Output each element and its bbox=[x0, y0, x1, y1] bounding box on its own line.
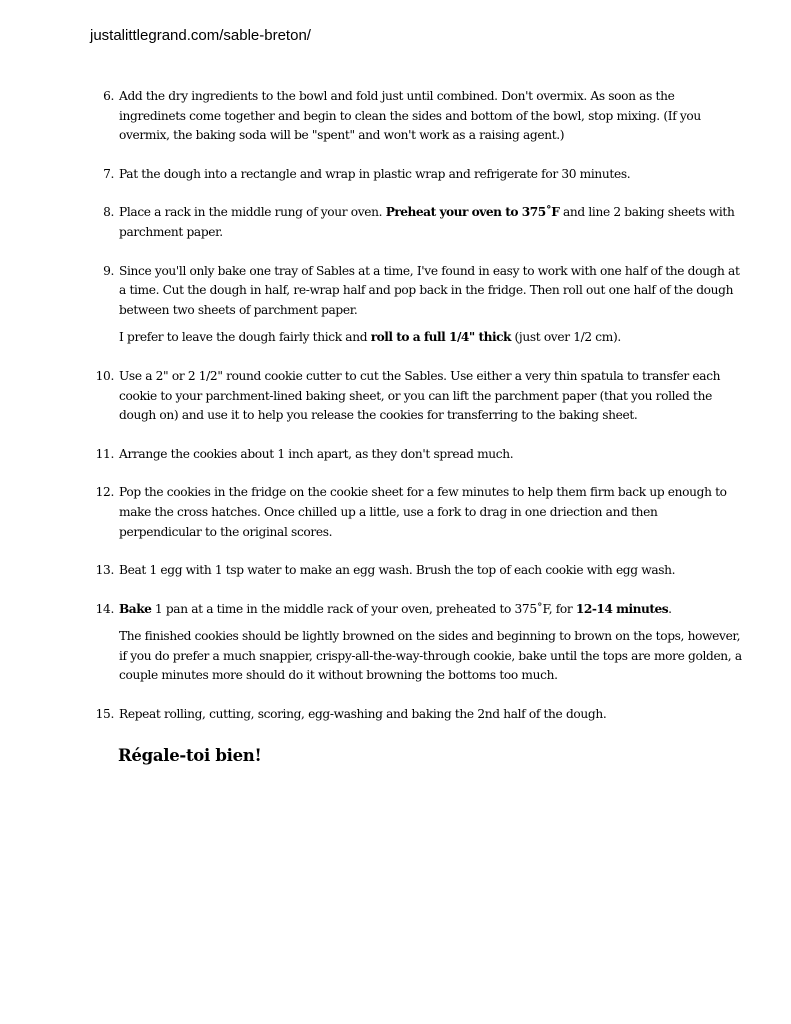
step-text: . bbox=[668, 601, 672, 616]
step-emphasis: 12-14 minutes bbox=[575, 601, 669, 616]
recipe-step bbox=[92, 367, 742, 426]
step-text: I prefer to leave the dough fairly thick and bbox=[119, 330, 371, 345]
recipe-step bbox=[92, 262, 742, 348]
recipe-step bbox=[92, 445, 742, 465]
step-emphasis: Preheat your oven to 375˚F bbox=[385, 205, 560, 220]
step-emphasis: roll to a full 1/4" thick bbox=[370, 330, 511, 345]
recipe-step bbox=[92, 87, 742, 146]
step-number: 7. bbox=[103, 166, 114, 181]
step-text: and line 2 baking sheets with parchment paper. bbox=[119, 205, 735, 239]
page-url-header: justalittlegrand.com/sable-breton/ bbox=[90, 27, 311, 44]
step-text: Since you'll only bake one tray of Sables at a time, I've found in easy to work with one half of the dough at a time. Cut the dough in half, re-wrap half and pop back in the fridge. Then roll out one half of the dough between two sheets of parchment paper. bbox=[119, 263, 740, 317]
step-text: Arrange the cookies about 1 inch apart, as they don't spread much. bbox=[119, 446, 514, 461]
recipe-step bbox=[92, 203, 742, 242]
step-paragraph bbox=[119, 627, 742, 686]
step-paragraph bbox=[119, 87, 742, 146]
step-paragraph bbox=[119, 262, 742, 321]
step-text: Place a rack in the middle rung of your oven. bbox=[119, 205, 386, 220]
step-paragraph bbox=[119, 600, 742, 620]
step-number: 12. bbox=[95, 485, 114, 500]
recipe-step bbox=[92, 705, 742, 725]
step-text: Pat the dough into a rectangle and wrap in plastic wrap and refrigerate for 30 minutes. bbox=[119, 166, 631, 181]
step-text: 1 pan at a time in the middle rack of your oven, preheated to 375˚F, for bbox=[151, 601, 576, 616]
recipe-step bbox=[92, 600, 742, 686]
step-paragraph bbox=[119, 328, 742, 348]
step-emphasis: Bake bbox=[119, 601, 152, 616]
closing-sign-off: Régale-toi bien! bbox=[118, 746, 262, 765]
step-number: 8. bbox=[103, 205, 114, 220]
step-number: 14. bbox=[95, 601, 114, 616]
step-paragraph bbox=[119, 445, 742, 465]
step-number: 9. bbox=[103, 263, 114, 278]
step-text: Add the dry ingredients to the bowl and fold just until combined. Don't overmix. As soon as the ingredinets come together and begin to clean the sides and bottom of the bowl, stop mixing. (If you overmix, the baking soda will be "spent" and won't work as a raising agent.) bbox=[119, 89, 701, 143]
step-text: (just over 1/2 cm). bbox=[510, 330, 621, 345]
recipe-step bbox=[92, 165, 742, 185]
step-paragraph bbox=[119, 705, 742, 725]
step-text: Pop the cookies in the fridge on the cookie sheet for a few minutes to help them firm back up enough to make the cross hatches. Once chilled up a little, use a fork to drag in one driection and then perpendicular to the original scores. bbox=[119, 485, 727, 539]
recipe-steps-list bbox=[92, 87, 742, 744]
step-paragraph bbox=[119, 203, 742, 242]
step-number: 10. bbox=[95, 368, 114, 383]
step-text: Repeat rolling, cutting, scoring, egg-washing and baking the 2nd half of the dough. bbox=[119, 707, 607, 722]
recipe-step bbox=[92, 561, 742, 581]
step-paragraph bbox=[119, 367, 742, 426]
step-number: 6. bbox=[103, 89, 114, 103]
recipe-step bbox=[92, 483, 742, 542]
step-text: Beat 1 egg with 1 tsp water to make an egg wash. Brush the top of each cookie with egg wash. bbox=[119, 563, 676, 578]
step-text: Use a 2" or 2 1/2" round cookie cutter to cut the Sables. Use either a very thin spatula to transfer each cookie to your parchment-lined baking sheet, or you can lift the parchment paper (that you rolled the dough on) and use it to help you release the cookies for transferring to the baking sheet. bbox=[119, 368, 721, 423]
step-number: 11. bbox=[95, 446, 114, 461]
step-text: The finished cookies should be lightly browned on the sides and beginning to brown on the tops, however, if you do prefer a much snappier, crispy-all-the-way-through cookie, bake until the tops are more golden, a couple minutes more should do it without browning the bottoms too much. bbox=[119, 629, 742, 683]
step-number: 13. bbox=[95, 563, 114, 578]
step-paragraph bbox=[119, 483, 742, 542]
step-paragraph bbox=[119, 165, 742, 185]
step-paragraph bbox=[119, 561, 742, 581]
step-number: 15. bbox=[95, 707, 114, 722]
